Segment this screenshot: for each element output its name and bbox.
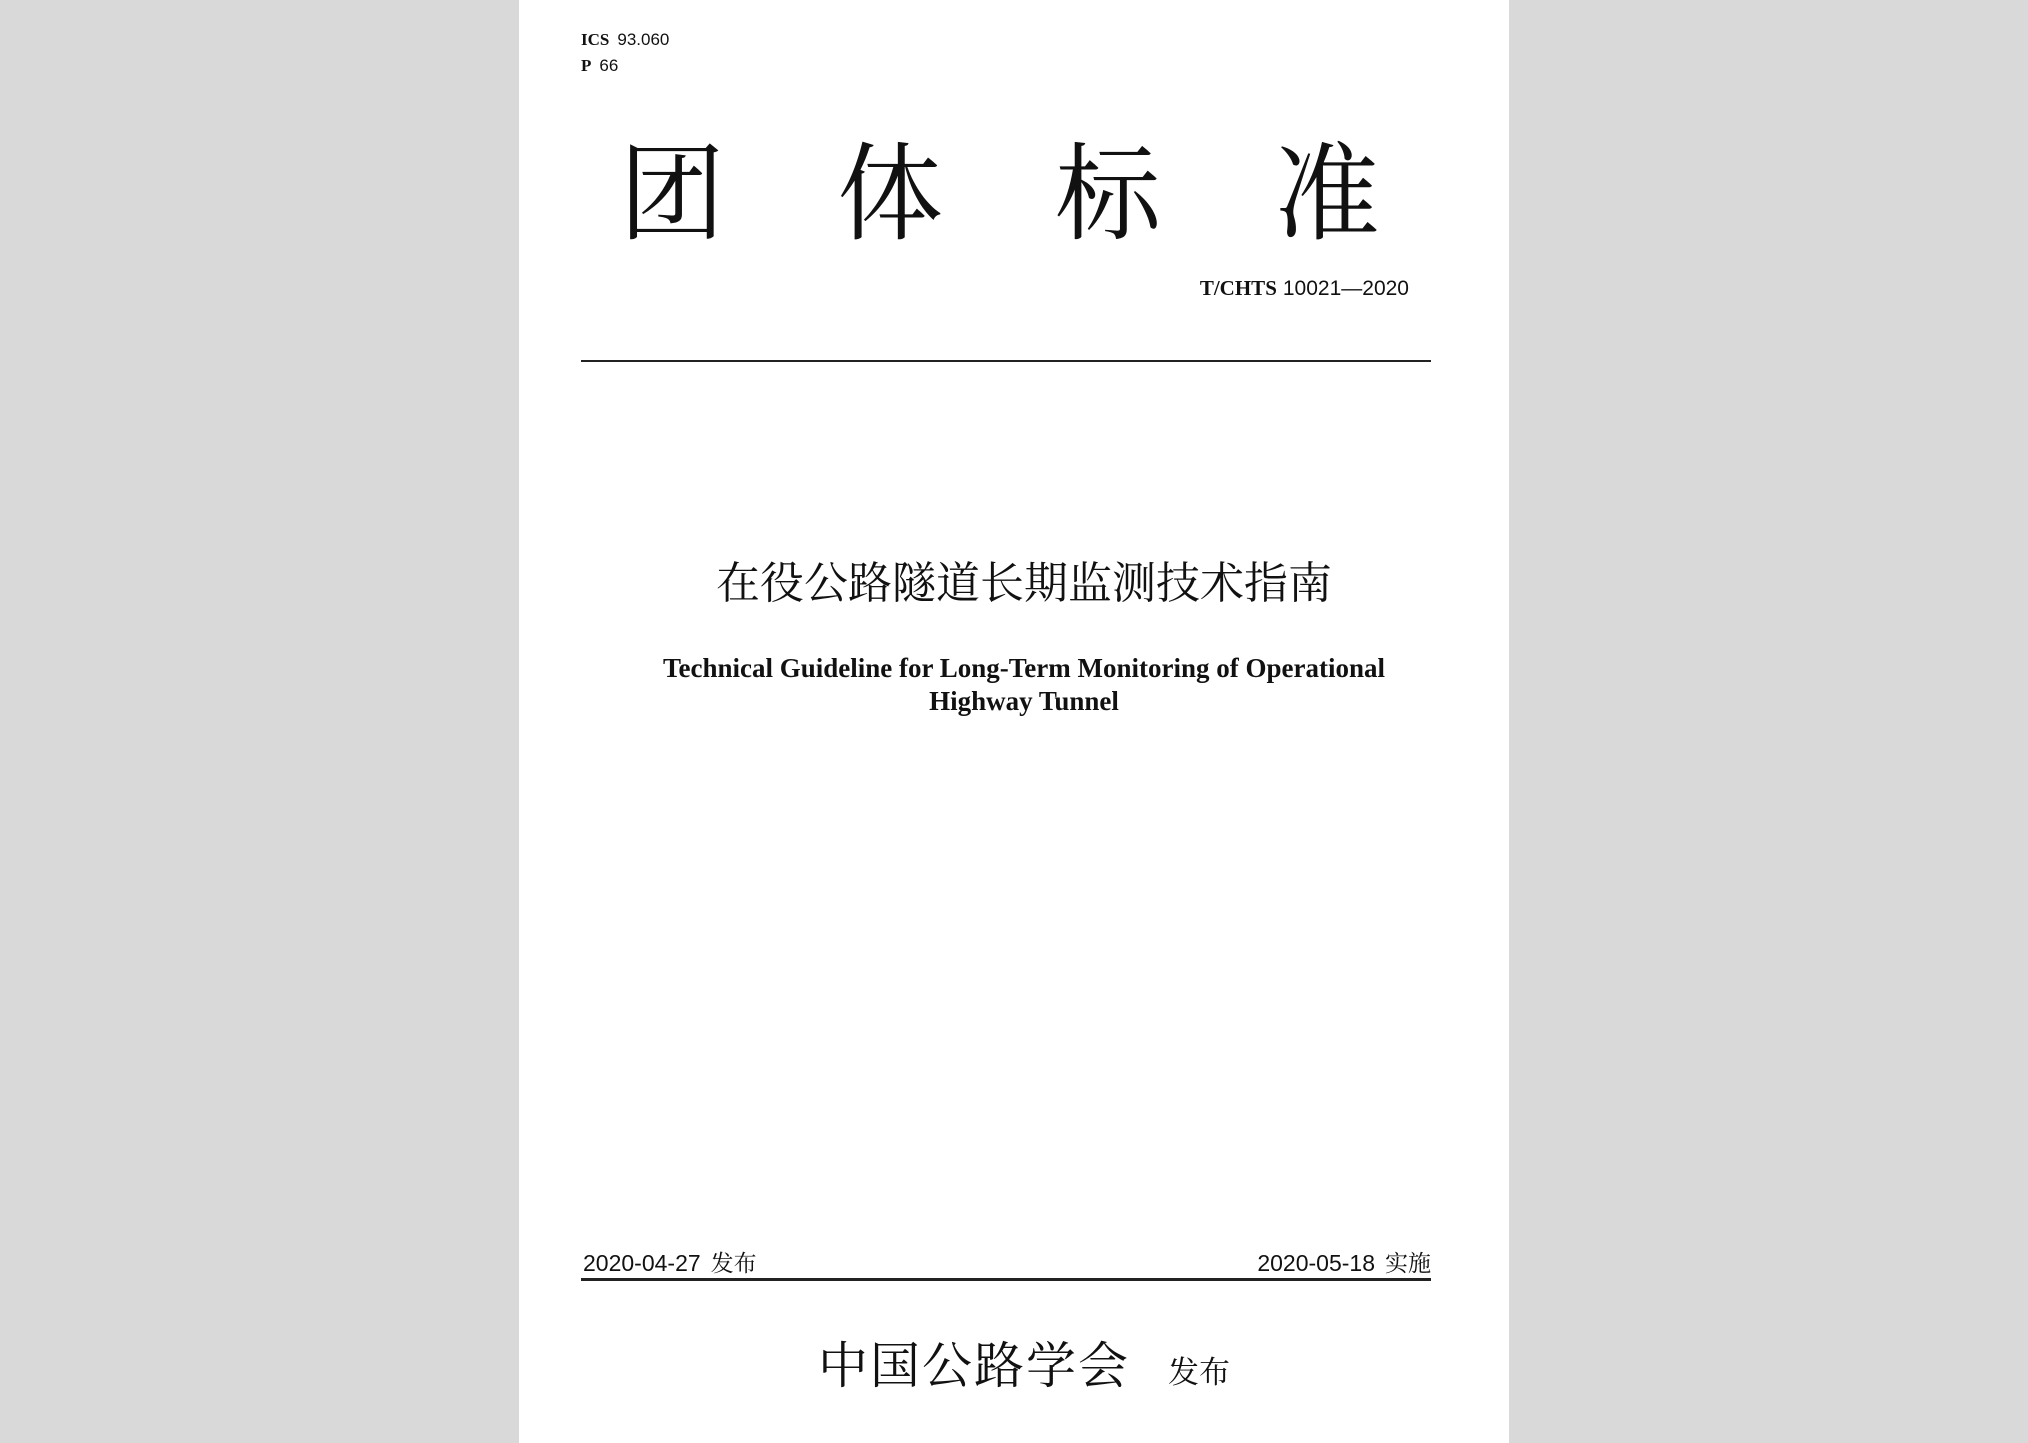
issue-date: 2020-04-27 (583, 1250, 701, 1276)
publisher-action: 发布 (1168, 1355, 1230, 1391)
ics-code (581, 31, 669, 48)
standard-number (1200, 278, 1409, 299)
p-label: P (581, 56, 592, 75)
p-code (581, 57, 618, 74)
title-char-1: 团 (619, 133, 725, 256)
standard-prefix: T/CHTS (1199, 276, 1277, 300)
ics-value: 93.060 (617, 30, 670, 49)
date-row (581, 1248, 1431, 1278)
english-title-line-1: Technical Guideline for Long-Term Monitoring of Operational (662, 653, 1385, 683)
ics-label: ICS (581, 30, 610, 49)
publisher-organization: 中国公路学会 (818, 1337, 1130, 1395)
title-char-2: 体 (837, 133, 943, 256)
standard-number-value: 10021—2020 (1282, 277, 1409, 300)
english-title (519, 652, 1529, 718)
english-title-line-2: Highway Tunnel (929, 686, 1119, 716)
standard-type-title (519, 133, 1509, 256)
issue-word: 发布 (710, 1251, 757, 1277)
bottom-divider (581, 1278, 1431, 1281)
title-char-4: 准 (1274, 133, 1380, 256)
p-value: 66 (599, 56, 619, 75)
top-divider (581, 360, 1431, 362)
document-cover-page (519, 0, 1509, 1443)
effective-word: 实施 (1385, 1251, 1431, 1277)
title-char-3: 标 (1055, 133, 1161, 256)
chinese-title: 在役公路隧道长期监测技术指南 (716, 558, 1332, 609)
effective-date: 2020-05-18 (1257, 1250, 1375, 1276)
effective-date-block (1257, 1248, 1431, 1279)
publisher-line (519, 1326, 1529, 1398)
issue-date-block (583, 1248, 757, 1279)
